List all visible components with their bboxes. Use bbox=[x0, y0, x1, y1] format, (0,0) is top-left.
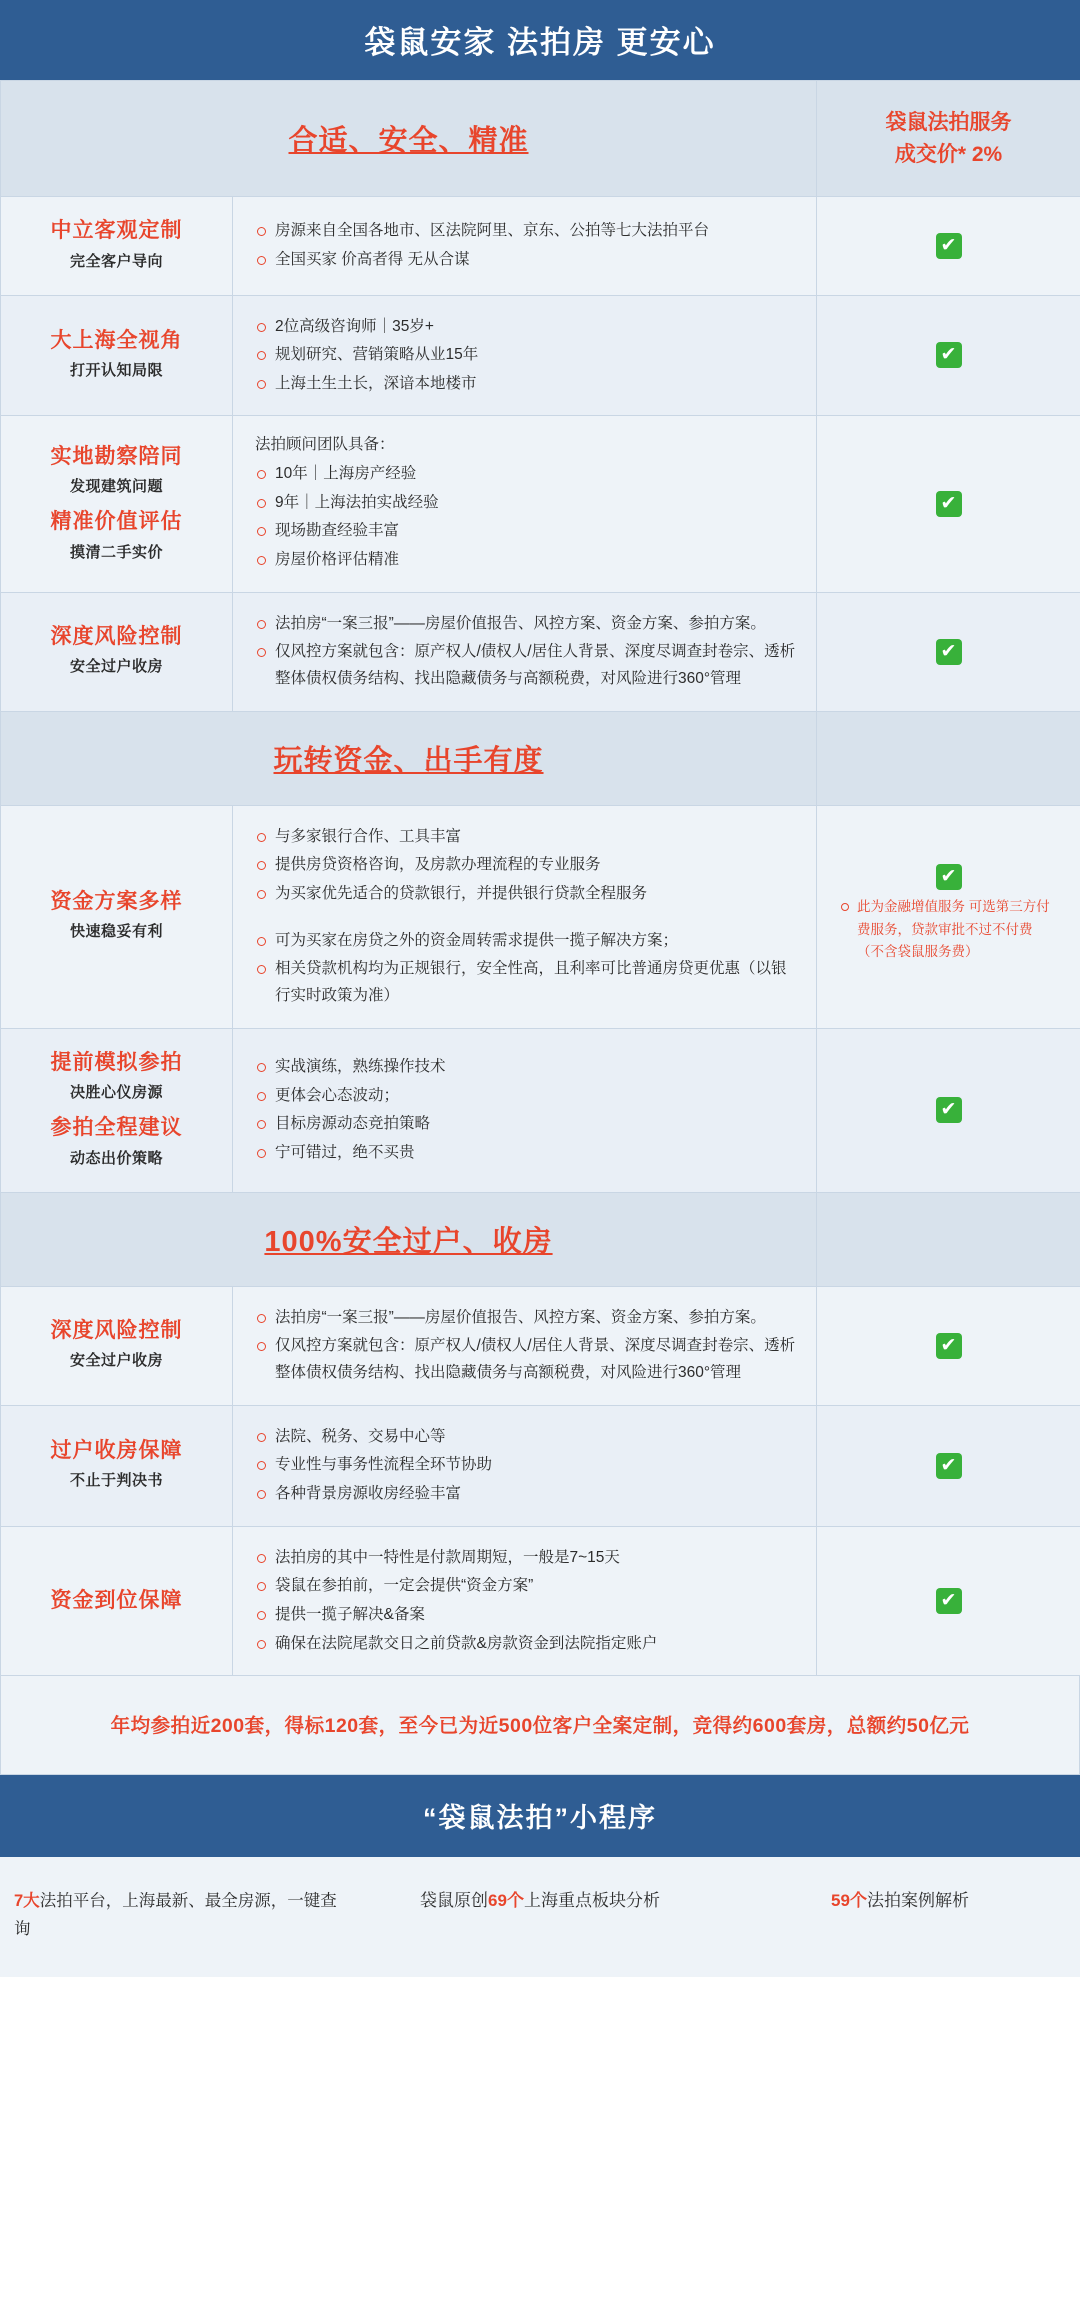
list-item: 与多家银行合作、工具丰富 bbox=[255, 824, 798, 851]
list-item: 提供一揽子解决&备案 bbox=[255, 1602, 798, 1629]
bullet-list bbox=[255, 314, 798, 398]
row-title-sub: 完全客户导向 bbox=[69, 252, 163, 270]
list-item: 各种背景房源收房经验丰富 bbox=[255, 1481, 798, 1508]
table-row bbox=[1, 805, 1080, 1028]
list-item: 仅风控方案就包含：原产权人/债权人/居住人背景、深度尽调查封卷宗、透析整体债权债务结构、找出隐藏债务与高额税费，对风险进行360°管理 bbox=[255, 1333, 798, 1386]
section-title: 100%安全过户、收房 bbox=[1, 1192, 817, 1286]
list-item: 现场勘查经验丰富 bbox=[255, 518, 798, 545]
list-item: 全国买家 价高者得 无从合谋 bbox=[255, 247, 798, 274]
section-title: 合适、安全、精准 bbox=[1, 81, 817, 197]
bullet-list bbox=[255, 1424, 798, 1508]
section-title: 玩转资金、出手有度 bbox=[1, 711, 817, 805]
table-row bbox=[1, 592, 1080, 711]
row-check bbox=[817, 592, 1080, 711]
row-title bbox=[1, 1028, 233, 1192]
footer-text: 上海重点板块分析 bbox=[523, 1891, 660, 1911]
note-text: 此为金融增值服务 可选第三方付费服务，贷款审批不过不付费（不含袋鼠服务费） bbox=[841, 896, 1058, 963]
list-item: 更体会心态波动； bbox=[255, 1083, 798, 1110]
row-title bbox=[1, 295, 233, 416]
table-row bbox=[1, 1526, 1080, 1676]
row-title-sub: 安全过户收房 bbox=[69, 1352, 163, 1370]
check-icon: ✔ bbox=[936, 1097, 962, 1123]
price-header-line1: 袋鼠法拍服务 bbox=[885, 111, 1012, 134]
row-title-main: 提前模拟参拍 bbox=[50, 1050, 183, 1074]
row-check bbox=[817, 1028, 1080, 1192]
list-item: 10年｜上海房产经验 bbox=[255, 461, 798, 488]
row-title-sub: 不止于判决书 bbox=[69, 1472, 163, 1490]
row-title-main: 过户收房保障 bbox=[50, 1438, 183, 1462]
row-title bbox=[1, 1286, 233, 1405]
section-header-row bbox=[1, 81, 1080, 197]
footer-banner-title: “袋鼠法拍”小程序 bbox=[0, 1775, 1080, 1857]
check-icon: ✔ bbox=[936, 1453, 962, 1479]
list-item: 2位高级咨询师｜35岁+ bbox=[255, 314, 798, 341]
section-header-row bbox=[1, 1192, 1080, 1286]
check-icon: ✔ bbox=[936, 1333, 962, 1359]
table-row bbox=[1, 197, 1080, 296]
check-icon: ✔ bbox=[936, 864, 962, 890]
footer-highlight: 69个 bbox=[488, 1891, 524, 1911]
list-item: 为买家优先适合的贷款银行，并提供银行贷款全程服务 bbox=[255, 881, 798, 908]
row-title-main: 资金方案多样 bbox=[50, 889, 183, 913]
row-title-sub: 快速稳妥有利 bbox=[69, 923, 163, 941]
table-row bbox=[1, 1286, 1080, 1405]
row-body bbox=[233, 805, 817, 1028]
table-row bbox=[1, 295, 1080, 416]
price-header bbox=[817, 81, 1080, 197]
row-title-main: 资金到位保障 bbox=[50, 1589, 183, 1613]
footer-column-plates bbox=[360, 1887, 720, 1943]
row-body bbox=[233, 592, 817, 711]
list-item: 法院、税务、交易中心等 bbox=[255, 1424, 798, 1451]
list-item: 实战演练，熟练操作技术 bbox=[255, 1054, 798, 1081]
bullet-list bbox=[255, 1305, 798, 1387]
row-check bbox=[817, 295, 1080, 416]
list-item: 房屋价格评估精准 bbox=[255, 547, 798, 574]
table-row bbox=[1, 416, 1080, 592]
table-row bbox=[1, 1405, 1080, 1526]
row-check bbox=[817, 197, 1080, 296]
footer-column-cases bbox=[720, 1887, 1080, 1943]
check-icon: ✔ bbox=[936, 491, 962, 517]
row-title-sub: 动态出价策略 bbox=[69, 1149, 163, 1167]
list-item: 可为买家在房贷之外的资金周转需求提供一揽子解决方案； bbox=[255, 928, 798, 955]
list-item: 规划研究、营销策略从业15年 bbox=[255, 342, 798, 369]
list-item: 法拍房“一案三报”——房屋价值报告、风控方案、资金方案、参拍方案。 bbox=[255, 611, 798, 638]
check-icon: ✔ bbox=[936, 342, 962, 368]
row-title-main: 深度风险控制 bbox=[50, 624, 183, 648]
table-row bbox=[1, 1028, 1080, 1192]
row-title-sub: 摸清二手实价 bbox=[69, 543, 163, 561]
list-item: 法拍房的其中一特性是付款周期短，一般是7~15天 bbox=[255, 1545, 798, 1572]
row-title-main: 精准价值评估 bbox=[50, 510, 183, 534]
row-title-sub: 安全过户收房 bbox=[69, 658, 163, 676]
row-check bbox=[817, 805, 1080, 1028]
row-body bbox=[233, 295, 817, 416]
row-body bbox=[233, 197, 817, 296]
list-item: 上海土生土长，深谙本地楼市 bbox=[255, 371, 798, 398]
list-item: 提供房贷资格咨询，及房款办理流程的专业服务 bbox=[255, 852, 798, 879]
footer-prefix: 袋鼠原创 bbox=[420, 1891, 489, 1911]
row-check bbox=[817, 416, 1080, 592]
bullet-list bbox=[255, 611, 798, 693]
bullet-list-secondary bbox=[255, 928, 798, 1010]
footer-text: 法拍平台，上海最新、最全房源，一键查询 bbox=[14, 1892, 337, 1939]
row-title-main: 中立客观定制 bbox=[50, 219, 183, 242]
row-title bbox=[1, 416, 233, 592]
section-header-row bbox=[1, 711, 1080, 805]
check-icon: ✔ bbox=[936, 1588, 962, 1614]
body-lead: 法拍顾问团队具备： bbox=[255, 436, 395, 454]
list-item: 专业性与事务性流程全环节协助 bbox=[255, 1452, 798, 1479]
summary-statistics: 年均参拍近200套，得标120套，至今已为近500位客户全案定制，竞得约600套房，总额约50亿元 bbox=[0, 1676, 1080, 1775]
check-icon: ✔ bbox=[936, 639, 962, 665]
list-item: 相关贷款机构均为正规银行，安全性高，且利率可比普通房贷更优惠（以银行实时政策为准） bbox=[255, 956, 798, 1009]
row-body bbox=[233, 1286, 817, 1405]
footer-column-platforms bbox=[0, 1887, 360, 1943]
page-title: 袋鼠安家 法拍房 更安心 bbox=[0, 0, 1080, 80]
row-check bbox=[817, 1526, 1080, 1676]
footer-highlight: 59个 bbox=[831, 1891, 867, 1911]
list-item: 宁可错过，绝不买贵 bbox=[255, 1140, 798, 1167]
row-title-main: 实地勘察陪同 bbox=[50, 444, 183, 468]
section-header-spacer bbox=[817, 711, 1080, 805]
row-check bbox=[817, 1286, 1080, 1405]
list-item: 袋鼠在参拍前，一定会提供“资金方案” bbox=[255, 1573, 798, 1600]
row-body bbox=[233, 416, 817, 592]
section-header-spacer bbox=[817, 1192, 1080, 1286]
list-item: 房源来自全国各地市、区法院阿里、京东、公拍等七大法拍平台 bbox=[255, 218, 798, 245]
price-header-line2: 成交价* 2% bbox=[894, 142, 1003, 166]
check-icon: ✔ bbox=[936, 233, 962, 259]
bullet-list bbox=[255, 1545, 798, 1658]
row-title-sub: 打开认知局限 bbox=[69, 362, 163, 380]
row-title-sub: 决胜心仪房源 bbox=[69, 1084, 163, 1102]
row-body bbox=[233, 1405, 817, 1526]
list-item: 确保在法院尾款交日之前贷款&房款资金到法院指定账户 bbox=[255, 1631, 798, 1658]
spacer bbox=[255, 910, 798, 926]
row-title bbox=[1, 805, 233, 1028]
bullet-list bbox=[255, 1054, 798, 1167]
list-item: 法拍房“一案三报”——房屋价值报告、风控方案、资金方案、参拍方案。 bbox=[255, 1305, 798, 1332]
list-item: 9年｜上海法拍实战经验 bbox=[255, 490, 798, 517]
bullet-list bbox=[255, 218, 798, 273]
row-title bbox=[1, 1526, 233, 1676]
list-item: 目标房源动态竞拍策略 bbox=[255, 1111, 798, 1138]
row-body bbox=[233, 1526, 817, 1676]
row-check bbox=[817, 1405, 1080, 1526]
footer-highlight: 7大 bbox=[14, 1892, 40, 1911]
row-title-main: 大上海全视角 bbox=[50, 328, 183, 352]
row-title bbox=[1, 197, 233, 296]
row-title-sub: 发现建筑问题 bbox=[69, 478, 163, 496]
bullet-list bbox=[255, 461, 798, 574]
footer-columns bbox=[0, 1857, 1080, 1977]
value-added-note bbox=[827, 890, 1070, 969]
footer-text: 法拍案例解析 bbox=[866, 1891, 969, 1911]
row-title-main: 深度风险控制 bbox=[50, 1318, 183, 1342]
row-title bbox=[1, 1405, 233, 1526]
bullet-list bbox=[255, 824, 798, 908]
list-item: 仅风控方案就包含：原产权人/债权人/居住人背景、深度尽调查封卷宗、透析整体债权债务结构、找出隐藏债务与高额税费，对风险进行360°管理 bbox=[255, 639, 798, 692]
row-title-main: 参拍全程建议 bbox=[50, 1116, 183, 1140]
row-body bbox=[233, 1028, 817, 1192]
services-table bbox=[0, 80, 1080, 1676]
row-title bbox=[1, 592, 233, 711]
